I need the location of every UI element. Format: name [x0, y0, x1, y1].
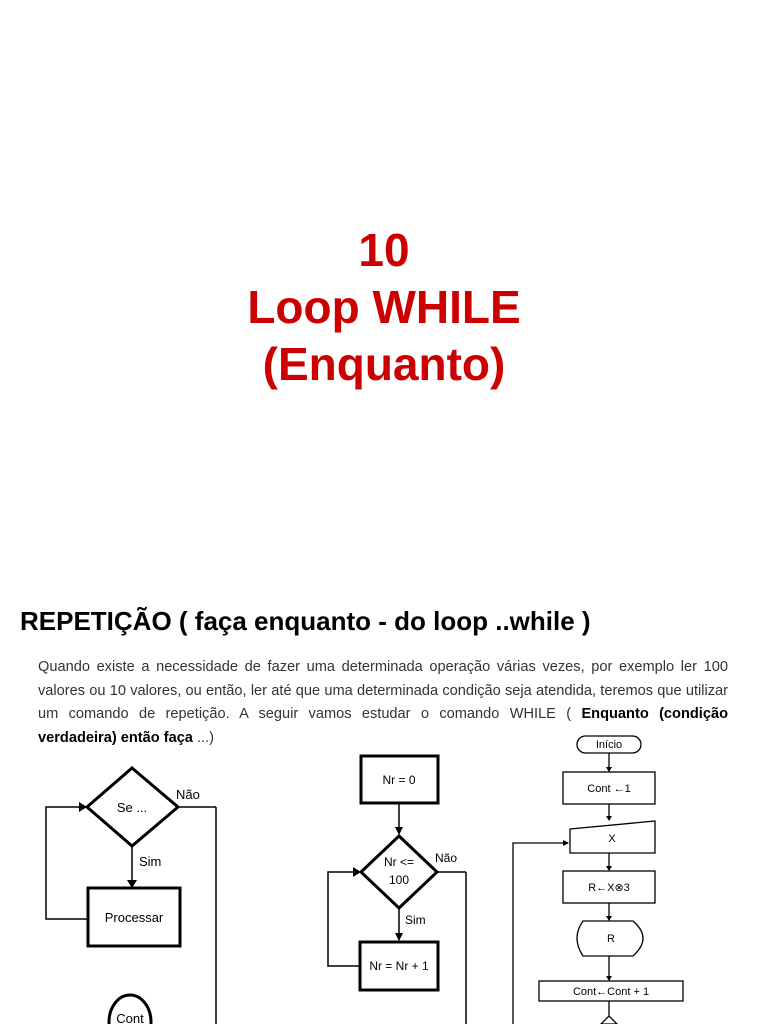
flowchart-counter	[320, 750, 480, 1024]
process-label: Processar	[104, 910, 164, 925]
intro-bold-text: Enquanto (condição verdadeira) então faça	[38, 706, 728, 746]
input-label: X	[608, 833, 616, 845]
no-label: Não	[435, 851, 458, 865]
chapter-title-line1: Loop WHILE	[247, 281, 521, 333]
chapter-title-line2: (Enquanto)	[262, 338, 506, 390]
loop-back-line	[328, 872, 360, 966]
compute-arrowhead	[606, 916, 612, 921]
no-label: Não	[176, 787, 200, 802]
yes-label: Sim	[139, 854, 162, 869]
loop-back-line	[46, 807, 88, 919]
start-arrowhead	[606, 767, 612, 772]
increment-label: Cont←Cont + 1	[572, 986, 650, 998]
decision-label-line1: Nr <=	[383, 855, 415, 869]
start-label: Início	[595, 739, 623, 751]
assign-label: Cont ←1	[587, 783, 631, 795]
section-heading: REPETIÇÃO ( faça enquanto - do loop ..while )	[20, 606, 591, 636]
loop-arrowhead	[79, 802, 87, 812]
decision-diamond	[361, 836, 437, 908]
increment-label: Nr = Nr + 1	[369, 959, 429, 973]
intro-text: Quando existe a necessidade de fazer uma determinada operação várias vezes, por exemplo ler 100 valores ou 10 valores, ou então, ler até que uma determinada condição seja atendida, teremos que utilizar um comando de repetição. A seguir vamos estudar o comando WHILE (	[38, 659, 728, 722]
title-block	[0, 222, 768, 393]
yes-label: Sim	[405, 913, 426, 927]
init-arrowhead	[395, 827, 403, 835]
flowchart-generic	[36, 760, 226, 1024]
loop-arrowhead	[353, 867, 361, 877]
assign-arrowhead	[606, 816, 612, 821]
intro-end-text: ...)	[192, 729, 215, 746]
output-label: R	[607, 933, 615, 945]
next-shape	[601, 1016, 617, 1024]
input-arrowhead	[606, 866, 612, 871]
terminal-label: Cont	[116, 1011, 144, 1024]
yes-arrowhead	[395, 933, 403, 941]
output-arrowhead	[606, 976, 612, 981]
compute-label: R←X⊗3	[588, 882, 630, 894]
init-label: Nr = 0	[382, 773, 416, 787]
loop-arrowhead	[563, 840, 569, 846]
flowchart-cube	[505, 726, 705, 1024]
chapter-number: 10	[358, 224, 410, 276]
decision-label-line2: 100	[388, 873, 410, 887]
decision-label: Se ...	[116, 800, 148, 815]
